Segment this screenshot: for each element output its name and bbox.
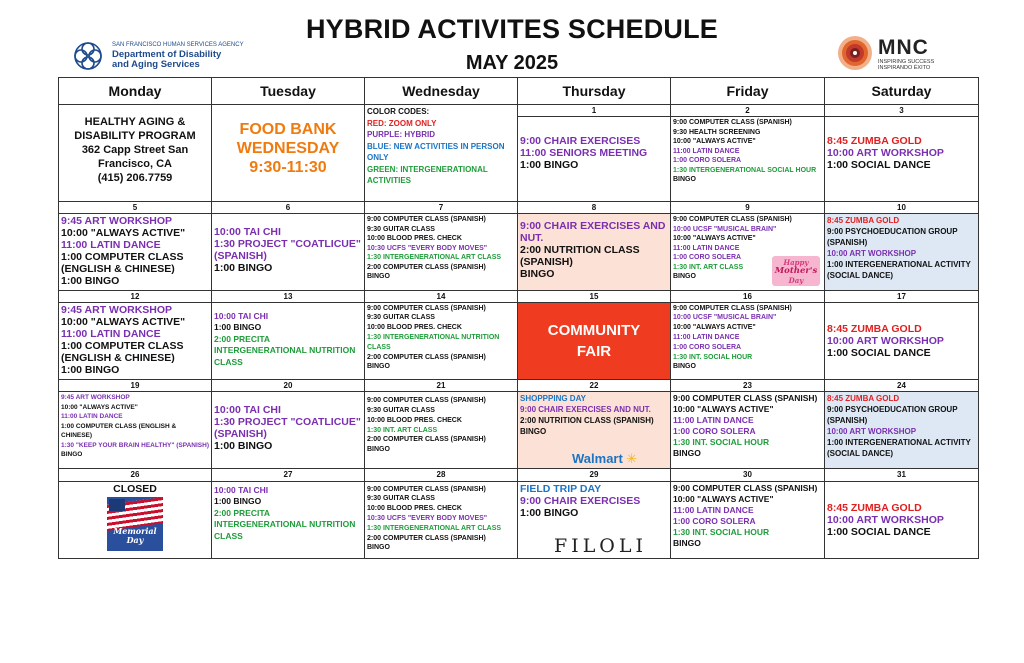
activity: 2:00 COMPUTER CLASS (SPANISH): [367, 353, 486, 361]
week-5-row: [59, 481, 979, 558]
activity: 1:30 INTERGENERATIONAL ART CLASS: [367, 254, 502, 262]
activity: 1:00 CORO SOLERA: [673, 343, 742, 351]
walmart-spark-icon: ✳: [622, 451, 638, 467]
activity: 9:00 COMPUTER CLASS (SPANISH): [367, 397, 486, 405]
activity: 10:00 "ALWAYS ACTIVE": [673, 324, 756, 332]
activity: 9:00 COMPUTER CLASS (SPANISH): [673, 304, 792, 312]
activity: 10:00 BLOOD PRES. CHECK: [367, 505, 462, 513]
day-cell-26: [59, 481, 212, 558]
closed-label: CLOSED: [113, 482, 157, 495]
activity: 9:00 CHAIR EXERCISES: [520, 494, 641, 507]
mnc-tagline-en: INSPIRING SUCCESS: [878, 59, 935, 65]
activity: 10:00 "ALWAYS ACTIVE": [61, 315, 186, 328]
activity: 1:00 COMPUTER CLASS (ENGLISH & CHINESE): [61, 339, 184, 364]
day-number: 6: [212, 202, 365, 214]
activity: 10:00 ART WORKSHOP: [827, 513, 944, 526]
day-cell-30: [671, 481, 825, 558]
activity: 1:30 INT. SOCIAL HOUR: [673, 526, 770, 537]
activity: 8:45 ZUMBA GOLD: [827, 216, 900, 226]
activity: 9:00 PSYCHOEDUCATION GROUP (SPANISH): [827, 405, 958, 426]
agency-name: SAN FRANCISCO HUMAN SERVICES AGENCY: [112, 42, 244, 48]
activity: 10:00 "ALWAYS ACTIVE": [673, 138, 756, 146]
activity: 10:00 "ALWAYS ACTIVE": [673, 493, 774, 504]
mothers-day-badge: [772, 256, 820, 286]
activity: 10:00 BLOOD PRES. CHECK: [367, 324, 462, 332]
day-cell-1: [518, 105, 671, 202]
program-phone: (415) 206.7759: [97, 172, 173, 185]
activity: 1:00 COMPUTER CLASS (ENGLISH & CHINESE): [61, 251, 184, 276]
activity: INTERGENERATIONAL NUTRITION CLASS: [214, 345, 356, 367]
activity: 9:30 GUITAR CLASS: [367, 495, 435, 503]
activity: 10:00 "ALWAYS ACTIVE": [673, 404, 774, 415]
week-2-numbers: [59, 202, 979, 214]
activity: 1:30 INT. ART CLASS: [367, 426, 438, 434]
activity: 1:00 BINGO: [520, 506, 579, 519]
weekday-header-row: [59, 78, 979, 105]
activity: 8:45 ZUMBA GOLD: [827, 135, 922, 148]
activity: INTERGENERATIONAL NUTRITION CLASS: [214, 519, 356, 541]
activity: 10:00 BLOOD PRES. CHECK: [367, 416, 462, 424]
activity: 9:45 ART WORKSHOP: [61, 215, 173, 228]
activity: 10:30 UCFS "EVERY BODY MOVES": [367, 244, 488, 252]
day-cell-22: [518, 392, 671, 469]
color-code-green: GREEN: INTERGENERATIONAL ACTIVITIES: [367, 164, 488, 186]
activity: 1:00 COMPUTER CLASS (ENGLISH & CHINESE): [61, 422, 177, 440]
badge-line: Mother's: [774, 265, 818, 276]
activity: BINGO: [367, 544, 390, 552]
day-cell-9: [671, 214, 825, 290]
program-address-line1: 362 Capp Street San: [81, 144, 189, 157]
activity: 10:00 ART WORKSHOP: [827, 427, 917, 437]
activity: 1:30 "KEEP YOUR BRAIN HEALTHY" (SPANISH): [61, 441, 209, 449]
activity: 1:30 INT. SOCIAL HOUR: [673, 353, 753, 361]
activity: 10:00 UCSF "MUSICAL BRAIN": [673, 225, 777, 233]
day-cell-8: [518, 214, 671, 290]
week-3-row: [59, 302, 979, 379]
community-fair-cell: [518, 302, 671, 379]
activity: 9:00 COMPUTER CLASS (SPANISH): [673, 482, 818, 493]
day-number: 13: [212, 290, 365, 302]
activity: 10:00 BLOOD PRES. CHECK: [367, 235, 462, 243]
activity: 1:00 BINGO: [61, 363, 120, 376]
day-cell-17: [825, 302, 979, 379]
activity: 1:00 CORO SOLERA: [673, 426, 756, 437]
filoli-logo: FILOLI: [554, 535, 648, 557]
day-cell-24: [825, 392, 979, 469]
activity: BINGO: [520, 268, 555, 281]
activity: BINGO: [673, 537, 701, 548]
activity: 1:00 INTERGENERATIONAL ACTIVITY (SOCIAL DANCE): [827, 438, 971, 459]
activity: 1:00 INTERGENERATIONAL ACTIVITY (SOCIAL DANCE): [827, 260, 971, 281]
day-number: 7: [365, 202, 518, 214]
activity: 9:45 ART WORKSHOP: [61, 394, 130, 402]
day-cell-21: [365, 392, 518, 469]
activity: 10:00 ART WORKSHOP: [827, 249, 917, 259]
calendar-table: [58, 77, 979, 559]
activity: 1:30 INTERGENERATIONAL SOCIAL HOUR: [673, 166, 817, 174]
week-4-row: [59, 392, 979, 469]
activity: 11:00 LATIN DANCE: [673, 334, 740, 342]
day-number: 12: [59, 290, 212, 302]
activity: 9:00 PSYCHOEDUCATION GROUP (SPANISH): [827, 227, 958, 248]
day-number: 26: [59, 469, 212, 481]
day-number: 15: [518, 290, 671, 302]
day-cell-7: [365, 214, 518, 290]
day-cell-13: [212, 302, 365, 379]
activity: 1:00 BINGO: [214, 496, 262, 507]
day-cell-14: [365, 302, 518, 379]
activity: 10:00 TAI CHI: [214, 484, 269, 495]
week-5-numbers: [59, 469, 979, 481]
activity: BINGO: [367, 273, 390, 281]
day-cell-29: [518, 481, 671, 558]
activity: 1:00 BINGO: [61, 275, 120, 288]
activity: 8:45 ZUMBA GOLD: [827, 322, 922, 335]
activity: 1:00 BINGO: [214, 440, 273, 453]
activity: 9:00 COMPUTER CLASS (SPANISH): [367, 216, 486, 224]
activity: 1:00 SOCIAL DANCE: [827, 525, 931, 538]
week-3-numbers: [59, 290, 979, 302]
activity: 10:00 TAI CHI: [214, 404, 281, 417]
activity: 9:00 CHAIR EXERCISES AND NUT.: [520, 220, 666, 245]
activity: 9:30 GUITAR CLASS: [367, 314, 435, 322]
day-number: 24: [825, 379, 979, 391]
activity: 1:00 CORO SOLERA: [673, 515, 756, 526]
week-2-row: [59, 214, 979, 290]
activity: 9:00 CHAIR EXERCISES: [520, 135, 641, 148]
day-cell-23: [671, 392, 825, 469]
day-number: 17: [825, 290, 979, 302]
activity: 1:00 SOCIAL DANCE: [827, 159, 931, 172]
day-cell-27: [212, 481, 365, 558]
activity: 9:00 COMPUTER CLASS (SPANISH): [673, 393, 818, 404]
activity: 1:30 INT. SOCIAL HOUR: [673, 437, 770, 448]
community-fair-line2: FAIR: [576, 342, 612, 360]
activity: 11:00 LATIN DANCE: [61, 327, 161, 340]
weekday-monday: Monday: [59, 78, 212, 105]
activity: 10:00 "ALWAYS ACTIVE": [673, 235, 756, 243]
activity: 11:00 SENIORS MEETING: [520, 147, 648, 160]
activity: 2:00 COMPUTER CLASS (SPANISH): [367, 534, 486, 542]
page-title: HYBRID ACTIVITES SCHEDULE: [305, 14, 719, 44]
food-bank-time: 9:30-11:30: [249, 159, 327, 177]
dosa-logo: [70, 40, 260, 74]
color-code-purple: PURPLE: HYBRID: [367, 130, 436, 140]
food-bank-cell: [212, 105, 365, 202]
activity: 11:00 LATIN DANCE: [61, 239, 161, 252]
walmart-logo: [572, 451, 638, 467]
day-number: 22: [518, 379, 671, 391]
day-number: 30: [671, 469, 825, 481]
activity: 10:00 UCSF "MUSICAL BRAIN": [673, 314, 777, 322]
day-number: 29: [518, 469, 671, 481]
day-number: 9: [671, 202, 825, 214]
activity: 10:00 TAI CHI: [214, 310, 269, 321]
day-number: 10: [825, 202, 979, 214]
day-number: 16: [671, 290, 825, 302]
activity: 9:30 HEALTH SCREENING: [673, 128, 761, 136]
day-number: 31: [825, 469, 979, 481]
activity: 11:00 LATIN DANCE: [673, 147, 740, 155]
mnc-tagline-es: INSPIRANDO ÉXITO: [878, 65, 931, 71]
activity: 11:00 LATIN DANCE: [61, 413, 123, 421]
badge-line: Happy: [783, 257, 809, 267]
day-cell-3: [825, 105, 979, 202]
activity: 8:45 ZUMBA GOLD: [827, 394, 900, 404]
activity: 1:30 INTERGENERATIONAL ART CLASS: [367, 524, 502, 532]
day-cell-19: [59, 392, 212, 469]
day-number: 27: [212, 469, 365, 481]
activity: 10:00 ART WORKSHOP: [827, 334, 944, 347]
weekday-friday: Friday: [671, 78, 825, 105]
activity: BINGO: [673, 176, 696, 184]
activity: 9:30 GUITAR CLASS: [367, 406, 435, 414]
food-bank-line1: FOOD BANK: [239, 121, 337, 139]
activity: 1:00 BINGO: [214, 322, 262, 333]
activity: BINGO: [673, 363, 696, 371]
day-cell-31: [825, 481, 979, 558]
activity: 1:00 BINGO: [520, 159, 579, 172]
activity: 9:30 GUITAR CLASS: [367, 225, 435, 233]
community-fair-line1: COMMUNITY: [547, 321, 641, 339]
mnc-emblem-icon: [836, 34, 874, 72]
day-cell-5: [59, 214, 212, 290]
activity: 1:30 PROJECT "COATLICUE" (SPANISH): [214, 238, 361, 263]
memorial-day-flag: [107, 497, 163, 551]
program-address-line2: Francisco, CA: [98, 158, 172, 171]
activity: BINGO: [367, 363, 390, 371]
color-codes-title: COLOR CODES:: [367, 107, 430, 117]
day-number: 21: [365, 379, 518, 391]
program-info-cell: [59, 105, 212, 202]
activity: 2:00 NUTRITION CLASS (SPANISH): [520, 416, 654, 426]
dosa-emblem-icon: [70, 40, 106, 72]
day-number: 28: [365, 469, 518, 481]
day-cell-20: [212, 392, 365, 469]
day-number: 2: [671, 105, 824, 117]
activity: 10:30 UCFS "EVERY BODY MOVES": [367, 515, 488, 523]
activity: BINGO: [673, 273, 696, 281]
activity: 11:00 LATIN DANCE: [673, 504, 754, 515]
activity: 10:00 "ALWAYS ACTIVE": [61, 403, 138, 411]
activity: 10:00 "ALWAYS ACTIVE": [61, 227, 186, 240]
activity: BINGO: [673, 448, 701, 459]
activity: 11:00 LATIN DANCE: [673, 415, 754, 426]
color-code-blue: BLUE: NEW ACTIVITIES IN PERSON ONLY: [367, 141, 505, 163]
week-4-numbers: [59, 379, 979, 391]
food-bank-line2: WEDNESDAY: [236, 140, 340, 158]
program-name-line2: DISABILITY PROGRAM: [74, 130, 196, 143]
day-cell-12: [59, 302, 212, 379]
day-number: 19: [59, 379, 212, 391]
activity: 1:00 SOCIAL DANCE: [827, 346, 931, 359]
weekday-wednesday: Wednesday: [365, 78, 518, 105]
weekday-thursday: Thursday: [518, 78, 671, 105]
weekday-tuesday: Tuesday: [212, 78, 365, 105]
activity: 9:00 COMPUTER CLASS (SPANISH): [367, 304, 486, 312]
activity: BINGO: [367, 446, 390, 454]
day-number: 23: [671, 379, 825, 391]
color-code-red: RED: ZOOM ONLY: [367, 118, 437, 128]
day-number: 3: [825, 105, 978, 117]
activity: 2:00 NUTRITION CLASS (SPANISH): [520, 244, 640, 269]
activity: 8:45 ZUMBA GOLD: [827, 501, 922, 514]
activity: 11:00 LATIN DANCE: [673, 244, 740, 252]
activity: 1:30 INTERGENERATIONAL NUTRITION CLASS: [367, 334, 500, 351]
badge-line: Day: [788, 275, 804, 285]
memorial-day-label: Memorial Day: [113, 525, 157, 545]
activity: 1:00 CORO SOLERA: [673, 157, 742, 165]
activity: 9:00 COMPUTER CLASS (SPANISH): [673, 119, 792, 127]
activity: 10:00 ART WORKSHOP: [827, 147, 944, 160]
day-cell-10: [825, 214, 979, 290]
activity: 1:00 CORO SOLERA: [673, 254, 742, 262]
program-name-line1: HEALTHY AGING &: [84, 116, 186, 129]
activity: 1:30 PROJECT "COATLICUE" (SPANISH): [214, 416, 361, 441]
activity: BINGO: [520, 427, 547, 437]
activity: BINGO: [61, 451, 83, 459]
day-number: 1: [518, 105, 670, 117]
day-cell-2: [671, 105, 825, 202]
activity: 9:00 COMPUTER CLASS (SPANISH): [367, 485, 486, 493]
activity: 9:00 CHAIR EXERCISES AND NUT.: [520, 405, 651, 415]
activity: 9:45 ART WORKSHOP: [61, 303, 173, 316]
day-number: 8: [518, 202, 671, 214]
day-cell-28: [365, 481, 518, 558]
activity: 10:00 TAI CHI: [214, 226, 281, 239]
page-subtitle-month: MAY 2025: [465, 52, 559, 74]
day-number: 20: [212, 379, 365, 391]
day-cell-16: [671, 302, 825, 379]
mnc-logo: [836, 34, 986, 74]
activity: 2:00 PRECITA: [214, 507, 271, 518]
walmart-logo-text: Walmart: [572, 451, 623, 467]
mnc-name: MNC: [878, 36, 929, 59]
activity: FIELD TRIP DAY: [520, 482, 602, 495]
activity: 2:00 COMPUTER CLASS (SPANISH): [367, 436, 486, 444]
flag-star-field: [109, 499, 125, 511]
dept-name-line2: and Aging Services: [112, 59, 200, 70]
day-number: 5: [59, 202, 212, 214]
week-1-row: [59, 105, 979, 202]
day-cell-6: [212, 214, 365, 290]
activity: 1:00 BINGO: [214, 262, 273, 275]
activity: 2:00 COMPUTER CLASS (SPANISH): [367, 263, 486, 271]
weekday-saturday: Saturday: [825, 78, 979, 105]
activity: 1:30 INT. ART CLASS: [673, 263, 744, 271]
color-codes-cell: [365, 105, 518, 202]
activity: SHOPPPING DAY: [520, 394, 586, 404]
activity: 2:00 PRECITA: [214, 333, 271, 344]
day-number: 14: [365, 290, 518, 302]
dept-name-line1: Department of Disability: [112, 49, 222, 60]
activity: 9:00 COMPUTER CLASS (SPANISH): [673, 216, 792, 224]
